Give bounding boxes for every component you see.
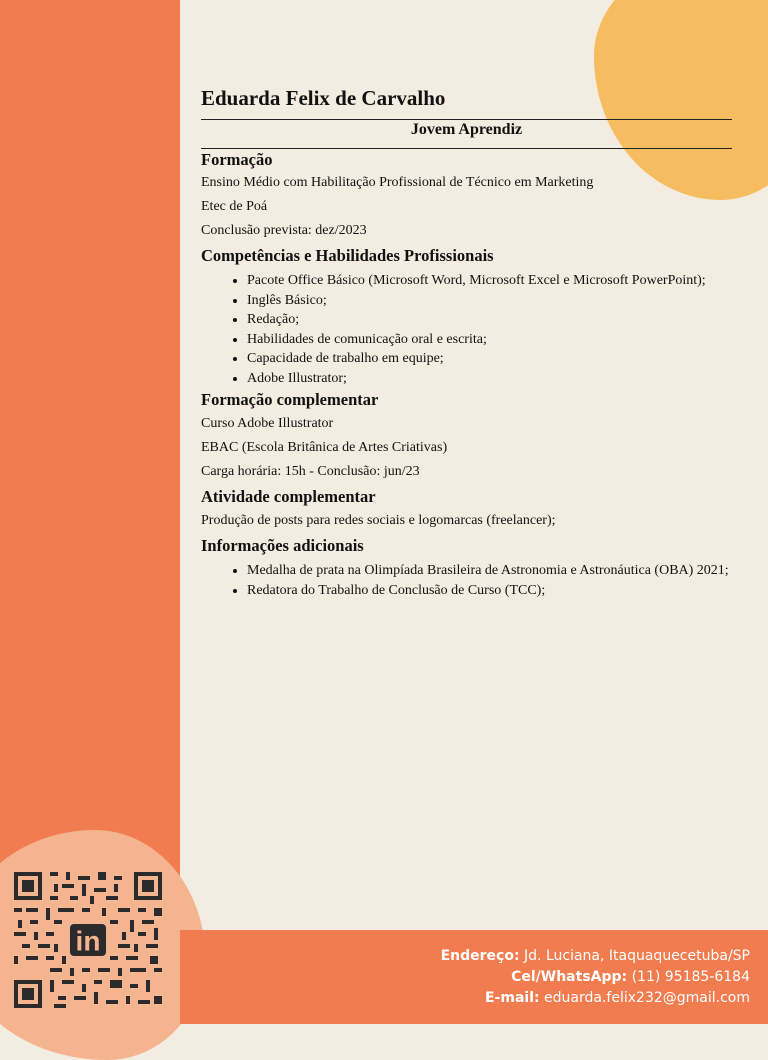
job-role: Jovem Aprendiz [201,120,732,149]
atividade-line: Produção de posts para redes sociais e logomarcas (freelancer); [201,513,556,528]
contact-footer [441,946,750,1009]
list-item: • Pacote Office Básico (Microsoft Word, Microsoft Excel e Microsoft PowerPoint); [247,271,732,291]
candidate-name: Eduarda Felix de Carvalho [201,86,732,120]
email-line [441,988,750,1009]
resume-content [201,86,732,600]
list-item: • Capacidade de trabalho em equipe; [247,349,732,369]
address-line [441,946,750,967]
list-item: • Inglês Básico; [247,291,732,311]
list-item: • Adobe Illustrator; [247,369,732,389]
list-item: • Medalha de prata na Olimpíada Brasileira de Astronomia e Astronáutica (OBA) 2021; [247,561,732,581]
qr-logo-text: in [75,925,101,957]
adicionais-list [201,561,732,600]
phone-line [441,967,750,988]
email-value[interactable]: eduarda.felix232@gmail.com [544,990,750,1006]
phone-label: Cel/WhatsApp: [511,969,628,985]
section-title-formacao: Formação [201,150,273,169]
formacao-line: Ensino Médio com Habilitação Profissional de Técnico em Marketing [201,175,594,190]
formacao-line: Etec de Poá [201,199,268,214]
address-label: Endereço: [440,948,520,964]
complementar-line: Carga horária: 15h - Conclusão: jun/23 [201,464,420,479]
address-value: Jd. Luciana, Itaquaquecetuba/SP [524,948,750,964]
linkedin-qr-code-icon[interactable] [14,872,162,1008]
list-item: • Redatora do Trabalho de Conclusão de Curso (TCC); [247,581,732,601]
section-title-competencias: Competências e Habilidades Profissionais [201,246,494,265]
complementar-line: EBAC (Escola Britânica de Artes Criativas) [201,440,448,455]
section-title-atividade: Atividade complementar [201,487,376,506]
formacao-line: Conclusão prevista: dez/2023 [201,223,367,238]
list-item: • Redação; [247,310,732,330]
complementar-line: Curso Adobe Illustrator [201,416,334,431]
phone-value[interactable]: (11) 95185-6184 [631,969,750,985]
email-label: E-mail: [484,990,540,1006]
section-title-adicionais: Informações adicionais [201,536,364,555]
competencias-list [201,271,732,388]
list-item: • Habilidades de comunicação oral e escrita; [247,330,732,350]
section-title-complementar: Formação complementar [201,390,379,409]
